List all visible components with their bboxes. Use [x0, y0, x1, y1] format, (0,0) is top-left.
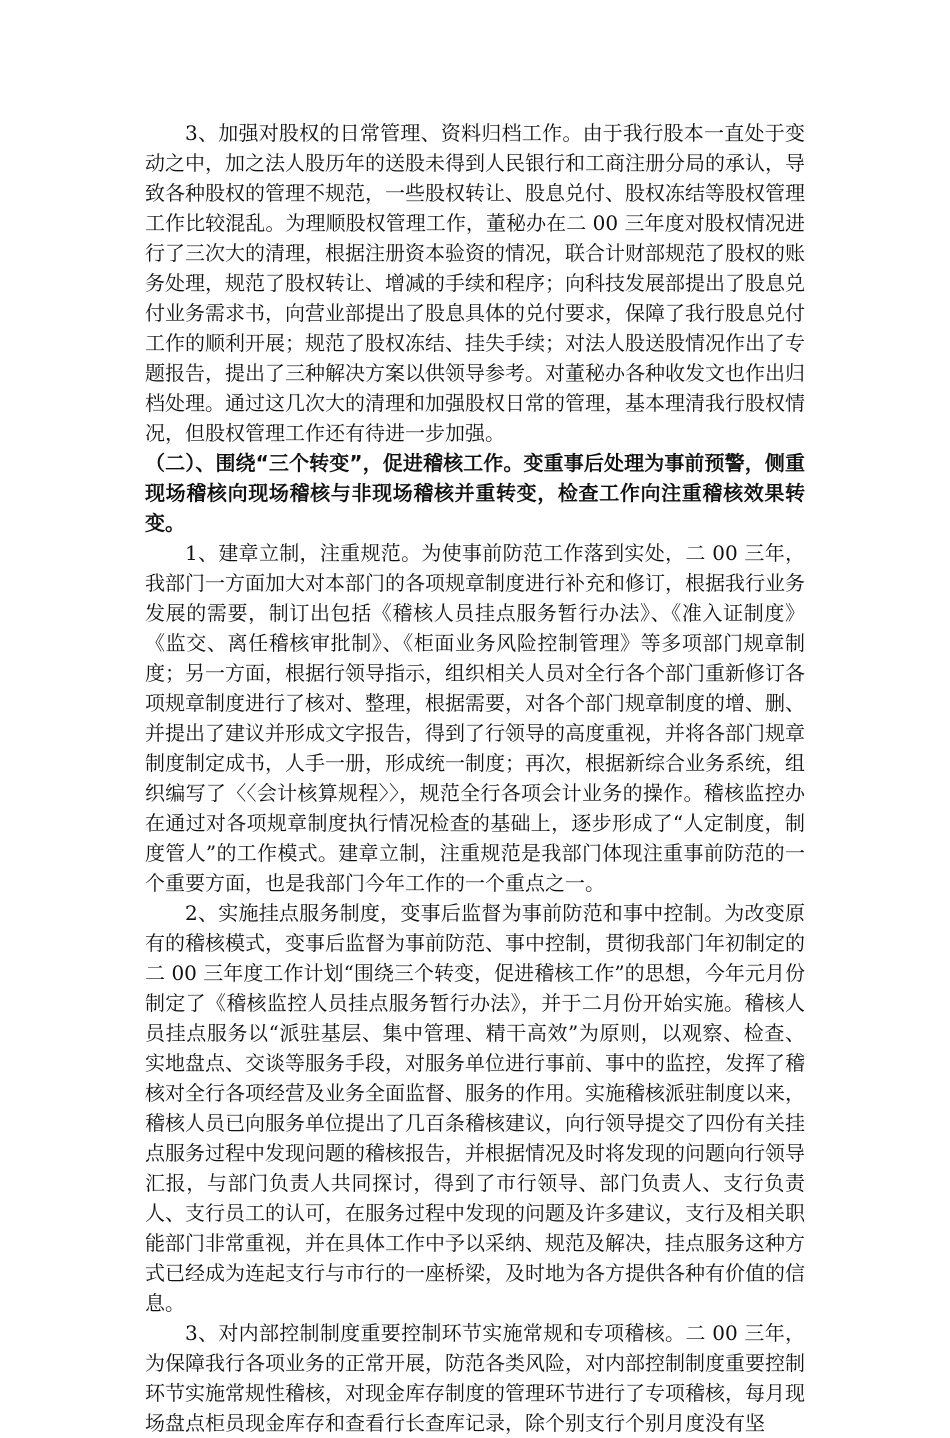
paragraph-internal-control: 3、对内部控制制度重要控制环节实施常规和专项稽核。二 00 三年，为保障我行各项业务的正常开展，防范各类风险，对内部控制制度重要控制环节实施常规性稽核，对现金库存制度的管理环节进行了专项稽核，每月现场盘点柜员现金库存和查看行长查库记录，除个别支行个别月度没有坚	[145, 1321, 805, 1435]
document-page	[145, 118, 805, 1438]
section-heading-audit: （二）、围绕“三个转变”，促进稽核工作。变重事后处理为事前预警，侧重现场稽核向现场稽核与非现场稽核并重转变，检查工作向注重稽核效果转变。	[145, 451, 805, 535]
paragraph-rules-regulations: 1、建章立制，注重规范。为使事前防范工作落到实处，二 00 三年，我部门一方面加大对本部门的各项规章制度进行补充和修订，根据我行业务发展的需要，制订出包括《稽核人员挂点服务暂行办法》、《准入证制度》《监交、离任稽核审批制》、《柜面业务风险控制管理》等多项部门规章制度；另一方面，根据行领导指示，组织相关人员对全行各个部门重新修订各项规章制度进行了核对、整理，根据需要，对各个部门规章制度的增、删、并提出了建议并形成文字报告，得到了行领导的高度重视，并将各部门规章制度制定成书，人手一册，形成统一制度；再次，根据新综合业务系统，组织编写了〈〈会计核算规程〉〉，规范全行各项会计业务的操作。稽核监控办在通过对各项规章制度执行情况检查的基础上，逐步形成了“人定制度，制度管人”的工作模式。建章立制，注重规范是我部门体现注重事前防范的一个重要方面，也是我部门今年工作的一个重点之一。	[145, 541, 805, 895]
paragraph-equity-management: 3、加强对股权的日常管理、资料归档工作。由于我行股本一直处于变动之中，加之法人股历年的送股未得到人民银行和工商注册分局的承认，导致各种股权的管理不规范，一些股权转让、股息兑付、股权冻结等股权管理工作比较混乱。为理顺股权管理工作，董秘办在二 00 三年度对股权情况进行了三次大的清理，根据注册资本验资的情况，联合计财部规范了股权的账务处理，规范了股权转让、增减的手续和程序；向科技发展部提出了股息兑付业务需求书，向营业部提出了股息具体的兑付要求，保障了我行股息兑付工作的顺利开展；规范了股权冻结、挂失手续；对法人股送股情况作出了专题报告，提出了三种解决方案以供领导参考。对董秘办各种收发文也作出归档处理。通过这几次大的清理和加强股权日常的管理，基本理清我行股权情况，但股权管理工作还有待进一步加强。	[145, 121, 805, 445]
paragraph-station-service: 2、实施挂点服务制度，变事后监督为事前防范和事中控制。为改变原有的稽核模式，变事后监督为事前防范、事中控制，贯彻我部门年初制定的二 00 三年度工作计划“围绕三个转变，促进稽核工作”的思想，今年元月份制定了《稽核监控人员挂点服务暂行办法》，并于二月份开始实施。稽核人员挂点服务以“派驻基层、集中管理、精干高效”为原则，以观察、检查、实地盘点、交谈等服务手段，对服务单位进行事前、事中的监控，发挥了稽核对全行各项经营及业务全面监督、服务的作用。实施稽核派驻制度以来，稽核人员已向服务单位提出了几百条稽核建议，向行领导提交了四份有关挂点服务过程中发现问题的稽核报告，并根据情况及时将发现的问题向行领导汇报，与部门负责人共同探讨，得到了市行领导、部门负责人、支行负责人、支行员工的认可，在服务过程中发现的问题及许多建议，支行及相关职能部门非常重视，并在具体工作中予以采纳、规范及解决，挂点服务这种方式已经成为连起支行与市行的一座桥梁，及时地为各方提供各种有价值的信息。	[145, 901, 805, 1315]
